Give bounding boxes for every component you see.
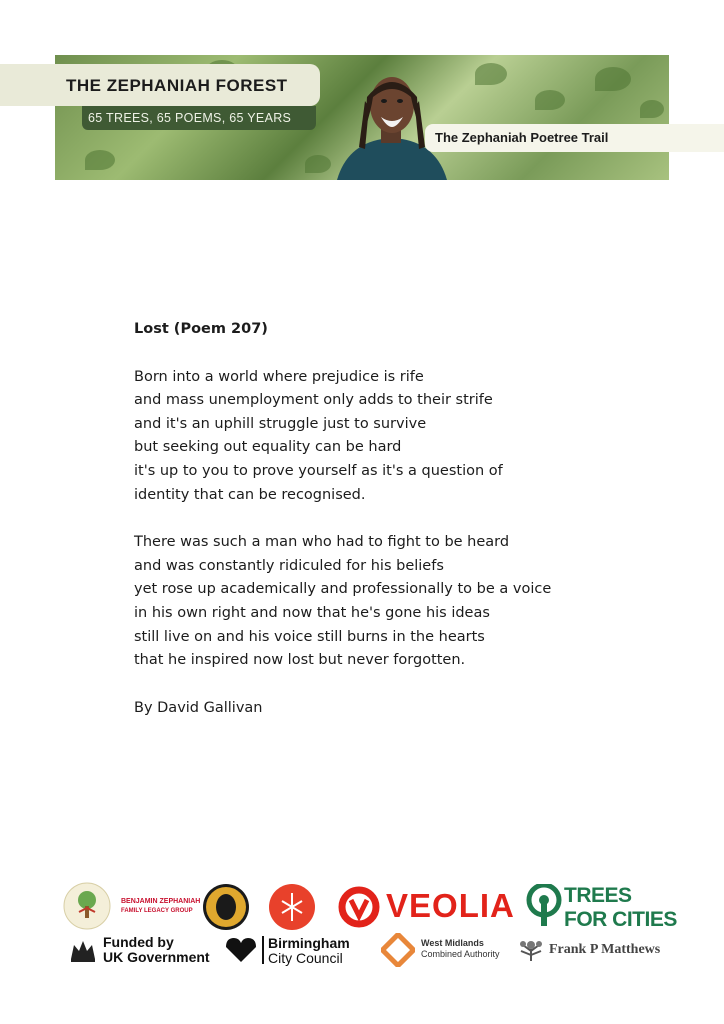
veolia-icon [338,886,380,928]
poem-line: it's up to you to prove yourself as it's a question of [134,462,503,479]
poem-line: There was such a man who had to fight to be heard [134,534,510,551]
poem-line: in his own right and now that he's gone his ideas [134,604,490,621]
poem-line: and it's an uphill struggle just to survive [134,415,427,432]
bcc-line1: Birmingham [268,935,350,951]
poem-line: Born into a world where prejudice is rife [134,368,424,385]
banner-title: THE ZEPHANIAH FOREST [66,76,288,95]
poem-line: still live on and his voice still burns in the hearts [134,628,485,645]
poem-line: but seeking out equality can be hard [134,439,402,456]
frank-p-matthews-logo: Frank P Matthews [549,942,661,957]
poem-line: and was constantly ridiculed for his beliefs [134,557,444,574]
poem-line: identity that can be recognised. [134,486,366,503]
poem [134,318,654,720]
legacy-group-line1: BENJAMIN ZEPHANIAH [121,898,201,905]
funded-by-line2: UK Government [103,949,210,965]
funded-by-line1: Funded by [103,934,174,950]
wmca-icon [381,933,415,967]
poem-line: that he inspired now lost but never forgotten. [134,652,466,669]
trail-label: The Zephaniah Poetree Trail [435,130,609,145]
trees-for-cities-icon [524,884,564,928]
portrait-badge-logo [202,883,250,931]
bcc-divider [262,936,264,964]
stanza-1 [134,366,654,508]
birmingham-heart-icon [224,937,258,963]
stanza-2 [134,531,654,673]
poem-line: yet rose up academically and professionally to be a voice [134,581,552,598]
legacy-group-line2: FAMILY LEGACY GROUP [121,908,193,914]
bcc-line2: City Council [268,950,343,966]
veolia-logo: VEOLIA [386,887,515,924]
banner-subtitle: 65 TREES, 65 POEMS, 65 YEARS [88,111,292,125]
wmca-line2: Combined Authority [421,949,500,959]
frank-p-matthews-tree-icon [517,939,545,963]
trees-for-cities-line2: FOR CITIES [564,908,677,931]
poem-author: By David Gallivan [134,699,263,716]
red-circle-logo [268,883,316,931]
poem-title: Lost (Poem 207) [134,321,268,337]
wmca-line1: West Midlands [421,938,484,948]
birmingham-treepeople-logo [63,882,111,930]
crown-crest-icon [68,937,98,963]
poem-line: and mass unemployment only adds to their strife [134,392,493,409]
trees-for-cities-line1: TREES [564,884,632,907]
